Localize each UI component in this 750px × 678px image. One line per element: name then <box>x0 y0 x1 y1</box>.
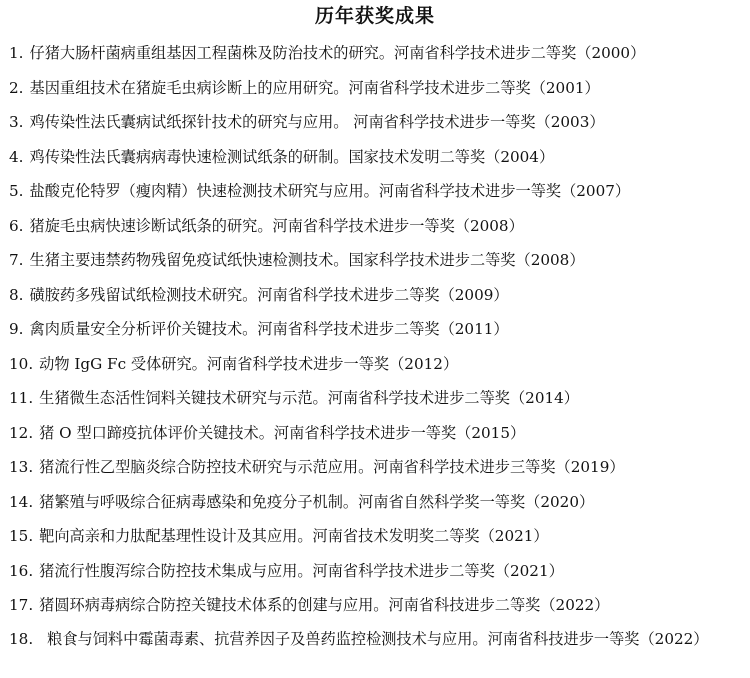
award-number: 8. <box>9 285 24 304</box>
award-text: 生猪微生态活性饲料关键技术研究与示范。河南省科学技术进步二等奖（2014） <box>39 389 579 407</box>
awards-list <box>9 36 745 656</box>
award-item <box>9 416 745 451</box>
award-text: 鸡传染性法氏囊病病毒快速检测试纸条的研制。国家技术发明二等奖（2004） <box>29 147 555 166</box>
award-number: 13. <box>9 458 34 476</box>
award-text: 禽肉质量安全分析评价关键技术。河南省科学技术进步二等奖（2011） <box>29 320 509 338</box>
award-number: 5. <box>9 182 24 200</box>
award-text: 猪流行性乙型脑炎综合防控技术研究与示范应用。河南省科学技术进步三等奖（2019） <box>39 458 625 476</box>
award-number: 4. <box>9 147 24 166</box>
award-number: 18. <box>9 629 34 648</box>
award-text: 生猪主要违禁药物残留免疫试纸快速检测技术。国家科学技术进步二等奖（2008） <box>29 251 585 269</box>
award-number: 15. <box>9 527 34 545</box>
award-number: 17. <box>9 596 34 614</box>
award-item <box>9 278 745 313</box>
award-text: 猪流行性腹泻综合防控技术集成与应用。河南省科学技术进步二等奖（2021） <box>39 561 564 580</box>
award-item <box>9 347 745 382</box>
award-item <box>9 312 745 347</box>
award-text: 磺胺药多残留试纸检测技术研究。河南省科学技术进步二等奖（2009） <box>29 285 509 304</box>
award-item <box>9 623 745 656</box>
award-number: 9. <box>9 320 24 338</box>
award-number: 11. <box>9 389 34 407</box>
award-item <box>9 140 745 175</box>
award-number: 3. <box>9 113 24 131</box>
award-item <box>9 174 745 209</box>
award-item <box>9 450 745 485</box>
award-text: 靶向高亲和力肽配基理性设计及其应用。河南省技术发明奖二等奖（2021） <box>39 527 549 545</box>
award-number: 10. <box>9 354 34 373</box>
award-item <box>9 519 745 554</box>
award-text: 猪繁殖与呼吸综合征病毒感染和免疫分子机制。河南省自然科学奖一等奖（2020） <box>39 492 595 511</box>
award-number: 12. <box>9 423 34 442</box>
award-item <box>9 381 745 416</box>
award-text: 猪 O 型口蹄疫抗体评价关键技术。河南省科学技术进步一等奖（2015） <box>39 423 526 442</box>
award-item <box>9 71 745 106</box>
award-text: 猪旋毛虫病快速诊断试纸条的研究。河南省科学技术进步一等奖（2008） <box>29 216 524 235</box>
award-text: 基因重组技术在猪旋毛虫病诊断上的应用研究。河南省科学技术进步二等奖（2001） <box>29 78 600 97</box>
award-text: 粮食与饲料中霉菌毒素、抗营养因子及兽药监控检测技术与应用。河南省科技进步一等奖（2022） <box>47 629 709 648</box>
award-number: 16. <box>9 561 34 580</box>
award-item <box>9 36 745 71</box>
award-number: 1. <box>9 44 24 62</box>
award-text: 盐酸克伦特罗（瘦肉精）快速检测技术研究与应用。河南省科学技术进步一等奖（2007） <box>29 182 631 200</box>
award-item <box>9 105 745 140</box>
award-text: 鸡传染性法氏囊病试纸探针技术的研究与应用。 河南省科学技术进步一等奖（2003） <box>29 113 605 131</box>
page-title: 历年获奖成果 <box>314 5 435 27</box>
award-text: 仔猪大肠杆菌病重组基因工程菌株及防治技术的研究。河南省科学技术进步二等奖（2000） <box>29 44 646 62</box>
award-number: 14. <box>9 492 34 511</box>
award-item <box>9 588 745 623</box>
award-item <box>9 554 745 589</box>
award-number: 6. <box>9 216 24 235</box>
award-item <box>9 243 745 278</box>
award-item <box>9 485 745 520</box>
award-number: 2. <box>9 78 24 97</box>
award-text: 动物 IgG Fc 受体研究。河南省科学技术进步一等奖（2012） <box>39 354 459 373</box>
award-text: 猪圆环病毒病综合防控关键技术体系的创建与应用。河南省科技进步二等奖（2022） <box>39 596 610 614</box>
award-number: 7. <box>9 251 24 269</box>
award-item <box>9 209 745 244</box>
